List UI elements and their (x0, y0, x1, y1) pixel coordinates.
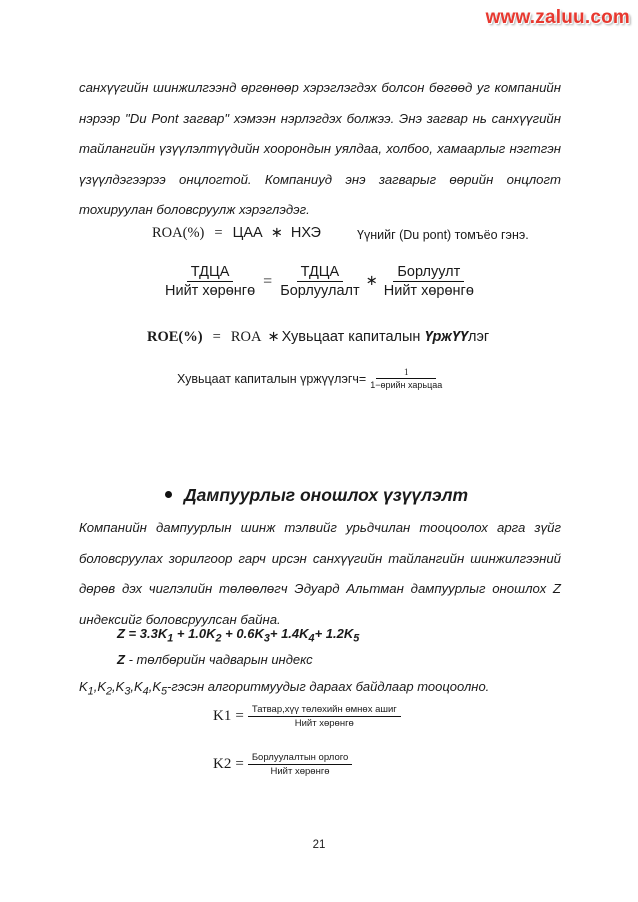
fraction-denominator: Нийт хөрөнгө (294, 718, 354, 729)
paragraph-line: санхүүгийн шинжилгээнд өргөнөөр хэрэглэгдэх болсон бөгөөд уг компанийн (79, 80, 561, 95)
fraction-numerator: Борлуулалтын орлого (248, 752, 352, 765)
fraction-denominator: Нийт хөрөнгө (383, 283, 474, 299)
z-term: + 0.6K (221, 626, 264, 641)
page-number: 21 (312, 839, 326, 851)
z-term: Z = 3.3K (117, 626, 168, 641)
multiply-sign: ∗ (365, 273, 378, 289)
equity-multiplier-formula (177, 367, 446, 390)
paragraph-dupont (79, 73, 561, 226)
z-score-formula (117, 626, 359, 645)
paragraph-line: тохируулан боловсруулж хэрэглэдэг. (79, 202, 310, 217)
fraction-denominator: Борлуулалт (280, 283, 360, 299)
subscript: 5 (353, 632, 360, 645)
fraction-3 (380, 264, 478, 299)
k2-formula (213, 752, 352, 777)
watermark: www.zaluu.com (485, 7, 630, 28)
equity-multiplier-label: Хувьцаат капиталын үржүүлэгч= (177, 371, 367, 386)
k1-formula (213, 704, 401, 729)
section-heading (165, 485, 468, 506)
k1-fraction (248, 704, 401, 729)
subscript: 2 (106, 685, 113, 698)
paragraph-line: дөрөв дэх чиглэлийн төлөөлөгч Эдуард Альтман дампуурлыг оношлох Z (79, 581, 561, 596)
k-symbol: K (152, 679, 161, 694)
equals-sign: = (235, 708, 244, 724)
k2-label: K2 (213, 756, 232, 772)
fraction-2 (276, 264, 363, 299)
equals-sign: = (212, 329, 221, 345)
roe-formula (147, 329, 489, 346)
k2-fraction (248, 752, 352, 777)
comma: , (93, 679, 98, 694)
z-definition (117, 652, 313, 667)
paragraph-line: нэрээр "Du Pont загвар" хэмээн нэрлэгдэх болжээ. Энэ загвар нь санхүүгийн (79, 110, 561, 126)
paragraph-line: индексийг боловсруулсан байна. (79, 611, 281, 627)
fraction-numerator: Борлуулт (393, 264, 464, 282)
multiply-sign: ∗ (267, 329, 280, 345)
equals-sign: = (214, 225, 223, 241)
subscript: 4 (308, 632, 315, 645)
paragraph-line: Компанийн дампуурлын шинж тэлвийг урьдчилан тооцоолох арга зүйг (79, 520, 561, 535)
k-symbol: K (115, 679, 125, 694)
z-term: + 1.2K (314, 626, 354, 641)
equity-multiplier-term-a: Хувьцаат капиталын (281, 329, 425, 345)
paragraph-line: боловсруулах зорилгоор гарч ирсэн санхүүгийн тайлангийн шинжилгээний (79, 550, 561, 566)
z-definition-text: - төлбөрийн чадварын индекс (124, 652, 313, 667)
fraction-numerator: Татвар,хүү төлөхийн өмнөх ашиг (248, 704, 401, 717)
equity-multiplier-fraction (366, 367, 446, 390)
equals-sign: = (263, 272, 273, 290)
equals-sign: = (235, 756, 244, 772)
fraction-denominator: Нийт хөрөнгө (165, 283, 256, 299)
roe-label: ROE(%) (147, 329, 203, 345)
k-symbol: K (97, 679, 106, 694)
fraction-1 (161, 264, 259, 299)
roa-term-nhe: НХЭ (290, 225, 321, 241)
z-term: + 1.4K (269, 626, 309, 641)
fraction-numerator: ТДЦА (187, 264, 234, 282)
fraction-denominator: Нийт хөрөнгө (270, 766, 330, 777)
paragraph-line: үзүүлдэгээрээ онцлогтой. Компаниуд энэ загварыг өөрийн онцлогт (79, 171, 561, 187)
roa-term: ROA (230, 329, 262, 345)
roa-term-tsaa: ЦАА (232, 225, 263, 241)
subscript: 4 (142, 685, 149, 698)
k1-label: K1 (213, 708, 232, 724)
subscript: 1 (87, 685, 94, 698)
subscript: 2 (215, 632, 222, 645)
subscript: 5 (160, 685, 168, 698)
k-symbol: K (133, 679, 143, 694)
fraction-denominator: 1−өрийн харьцаа (370, 380, 443, 390)
equity-multiplier-term-b: ҮржҮҮ (424, 329, 468, 345)
subscript: 3 (263, 632, 270, 645)
equity-multiplier-term-c: лэг (468, 329, 490, 345)
algorithm-line (79, 679, 489, 698)
fraction-numerator: ТДЦА (297, 264, 344, 282)
k-symbol: K (79, 679, 88, 694)
algorithm-text: -гэсэн алгоритмуудыг дараах байдлаар тооцоолно. (167, 679, 490, 694)
fraction-numerator: 1 (376, 367, 437, 379)
comma: , (130, 679, 134, 694)
paragraph-line: тайлангийн үзүүлэлтүүдийн хоорондын уялдаа, холбоо, хамаарлыг нэгтгэн (79, 141, 561, 156)
comma: , (148, 679, 153, 694)
comma: , (112, 679, 116, 694)
paragraph-altman (79, 513, 561, 635)
dupont-note: Үүнийг (Du pont) томъёо гэнэ. (357, 228, 529, 242)
subscript: 3 (124, 685, 131, 698)
roa-formula (152, 225, 321, 242)
roa-label: ROA(%) (152, 225, 205, 241)
multiply-sign: ∗ (270, 225, 283, 241)
z-term: + 1.0K (173, 626, 216, 641)
bullet-icon (165, 491, 172, 498)
z-symbol: Z (117, 652, 125, 667)
heading-text: Дампуурлыг оношлох үзүүлэлт (184, 485, 469, 505)
fraction-formula (161, 264, 478, 299)
subscript: 1 (167, 632, 174, 645)
